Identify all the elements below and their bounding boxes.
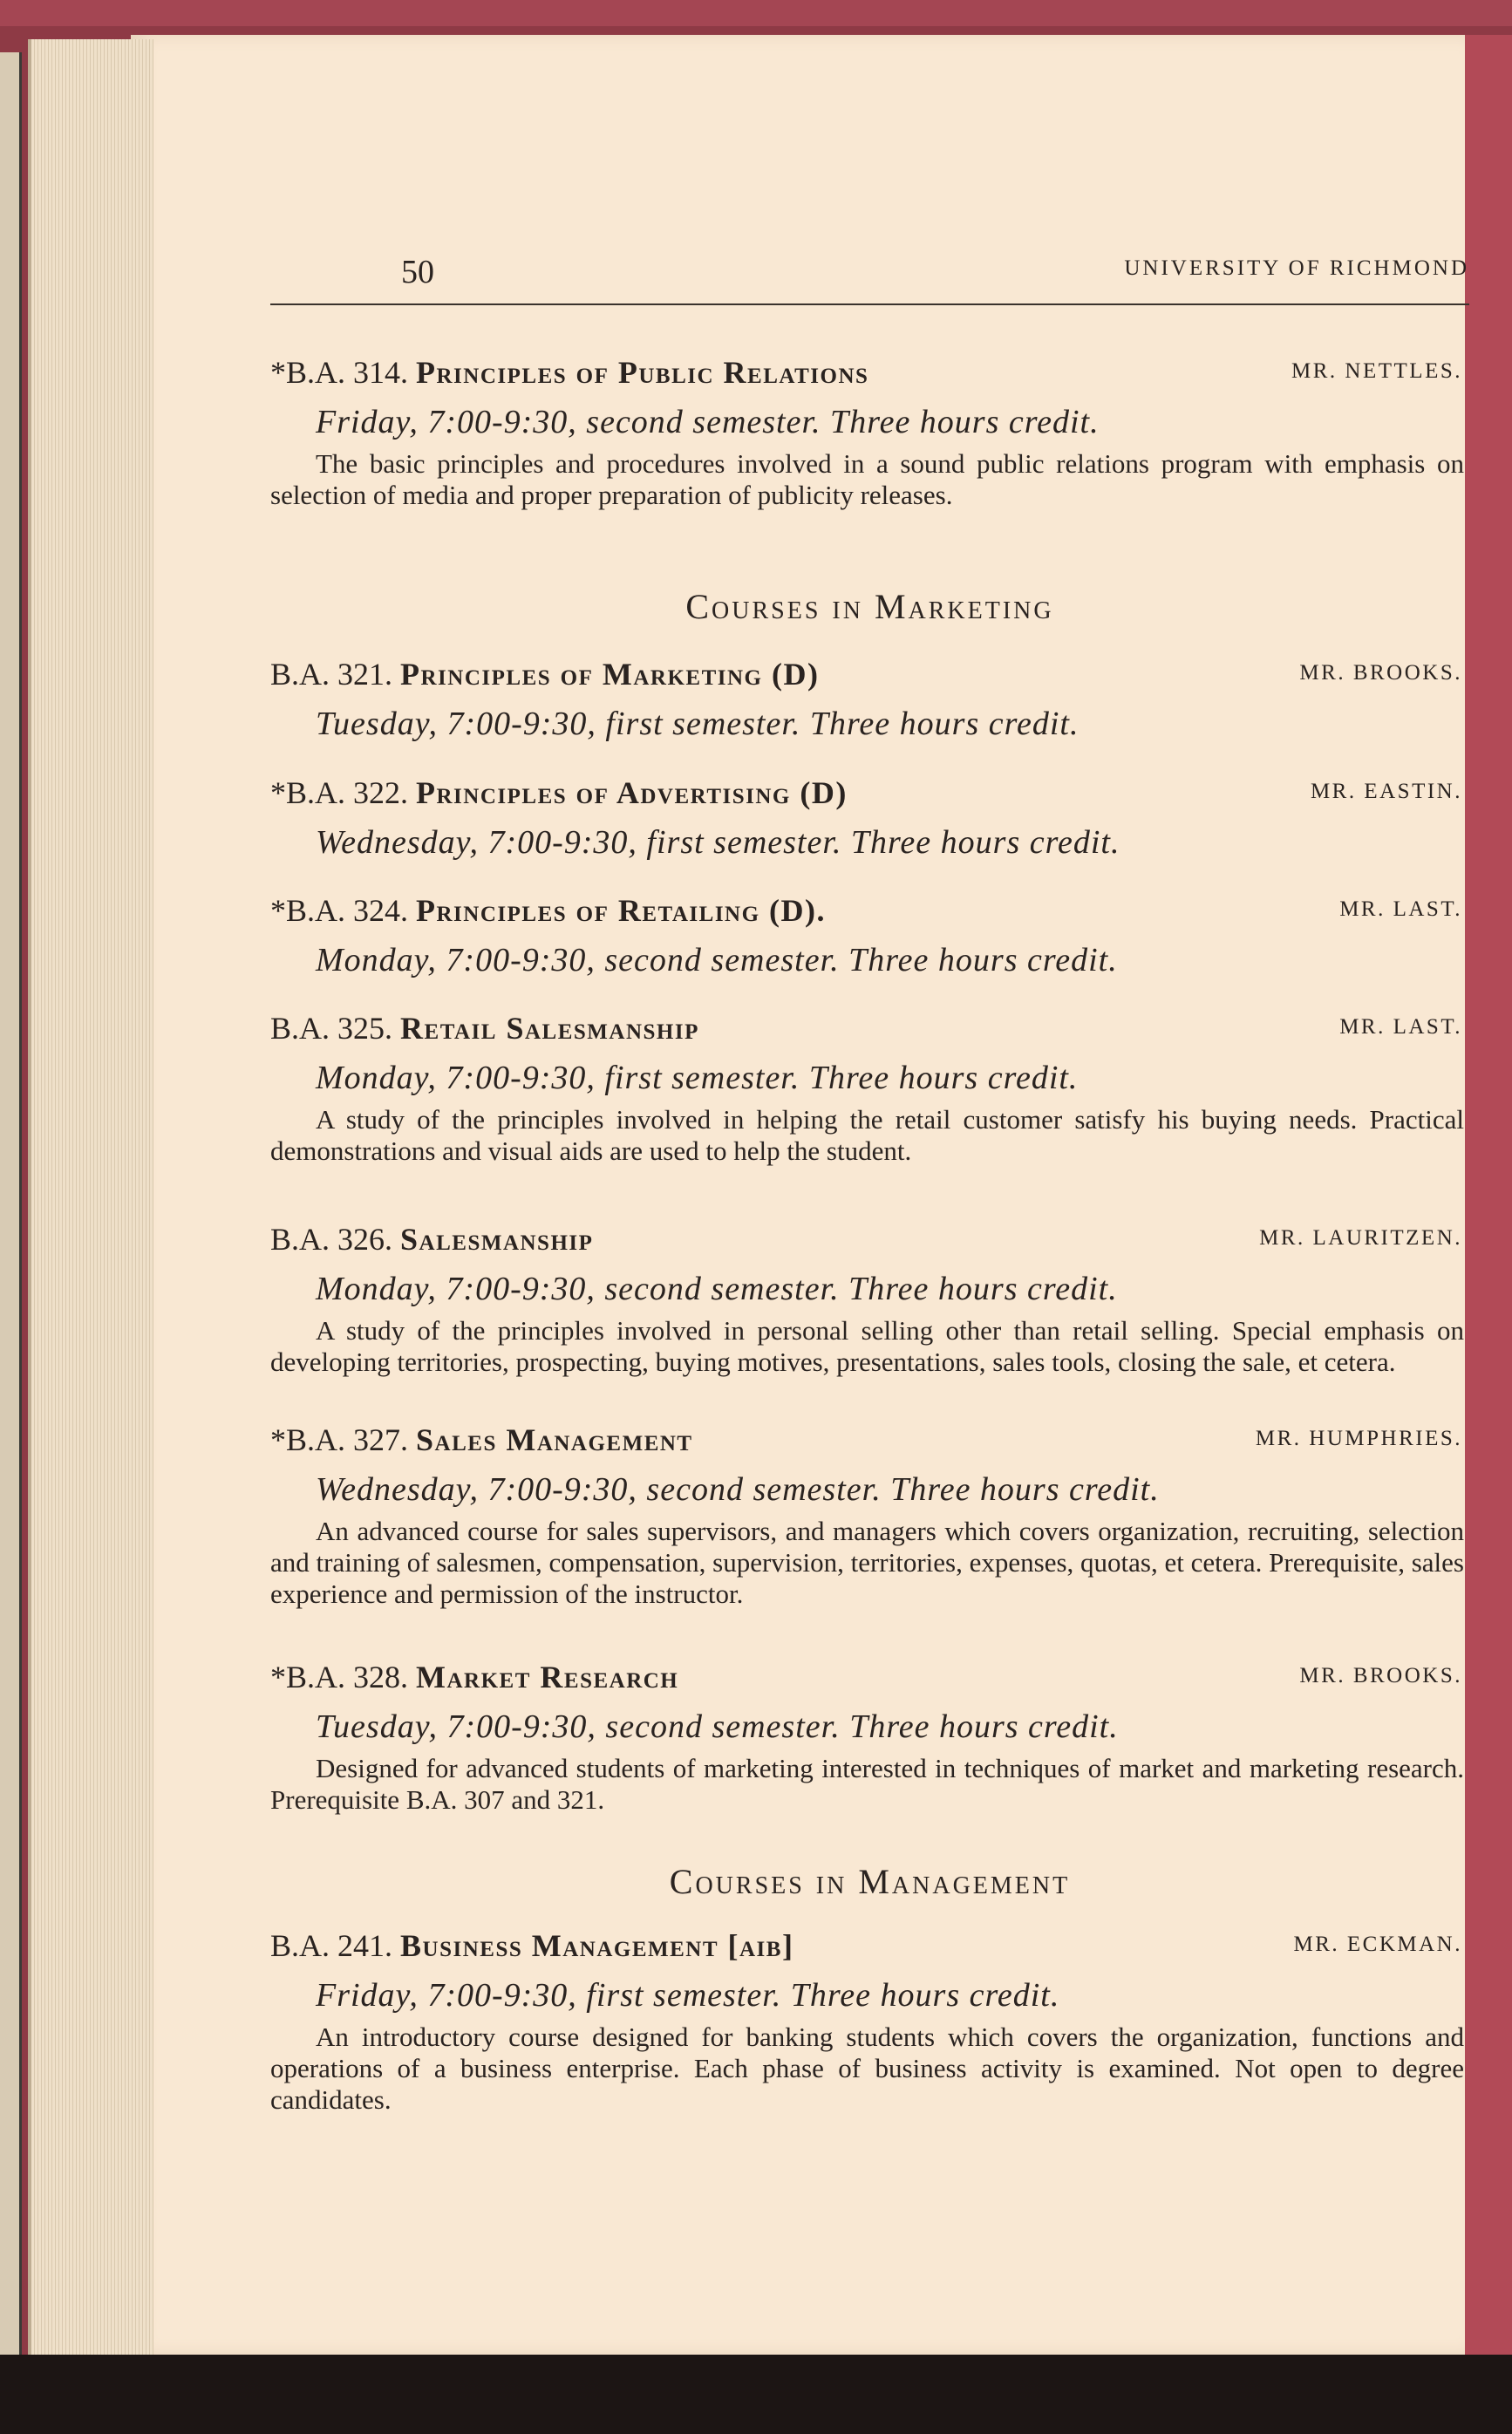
course-instructor: MR. ECKMAN. — [1293, 1933, 1462, 1956]
course-entry — [270, 1927, 1469, 2116]
course-schedule: Friday, 7:00-9:30, first semester. Three hours credit. — [316, 1977, 1060, 2014]
course-schedule: Wednesday, 7:00-9:30, second semester. Three hours credit. — [316, 1471, 1160, 1508]
course-number: B.A. 321. — [270, 657, 393, 692]
course-schedule: Monday, 7:00-9:30, second semester. Three hours credit. — [316, 942, 1118, 978]
course-instructor: MR. EASTIN. — [1310, 780, 1462, 803]
course-schedule: Tuesday, 7:00-9:30, first semester. Three hours credit. — [316, 706, 1080, 742]
course-title-line — [270, 892, 1469, 932]
course-title: Market Research — [416, 1660, 679, 1694]
course-entry — [270, 656, 1469, 743]
page-number: 50 — [401, 254, 434, 290]
course-number: *B.A. 327. — [270, 1422, 409, 1457]
course-entry — [270, 1422, 1469, 1610]
course-entry — [270, 1659, 1469, 1816]
course-number: *B.A. 328. — [270, 1660, 409, 1694]
course-schedule: Friday, 7:00-9:30, second semester. Three hours credit. — [316, 404, 1100, 440]
course-schedule: Monday, 7:00-9:30, second semester. Three hours credit. — [316, 1271, 1118, 1307]
course-instructor: MR. BROOKS. — [1299, 661, 1462, 685]
course-title: Salesmanship — [400, 1222, 594, 1257]
course-title: Principles of Retailing (D). — [416, 893, 827, 928]
book-spine-edge — [0, 52, 22, 2390]
course-description: A study of the principles involved in helping the retail customer satisfy his buying needs. Practical demonstrations and visual aids are used to help the student. — [270, 1104, 1464, 1166]
course-title: Principles of Advertising (D) — [416, 775, 848, 810]
course-title: Principles of Marketing (D) — [400, 657, 820, 692]
course-instructor: MR. HUMPHRIES. — [1255, 1427, 1462, 1450]
course-title-line — [270, 1010, 1469, 1050]
course-number: *B.A. 324. — [270, 893, 409, 928]
course-title-line — [270, 1927, 1469, 1967]
section-heading-management: Courses in Management — [669, 1862, 1071, 1901]
course-number: *B.A. 314. — [270, 355, 409, 390]
course-title: Sales Management — [416, 1422, 693, 1457]
course-instructor: MR. LAURITZEN. — [1259, 1226, 1462, 1250]
course-title-line — [270, 354, 1469, 394]
page-stack-edges — [28, 39, 153, 2355]
course-description: A study of the principles involved in personal selling other than retail selling. Special emphasis on developing territories, prospecting, buying motives, presentations, sales tools, closing the sale, et cetera. — [270, 1315, 1464, 1377]
course-title-line — [270, 774, 1469, 815]
course-title-line — [270, 656, 1469, 696]
course-number: B.A. 241. — [270, 1928, 393, 1963]
course-entry — [270, 1010, 1469, 1167]
book-cover-top — [0, 0, 1512, 26]
course-schedule: Tuesday, 7:00-9:30, second semester. Three hours credit. — [316, 1708, 1119, 1745]
course-entry — [270, 774, 1469, 862]
course-title-line — [270, 1422, 1469, 1462]
course-instructor: MR. BROOKS. — [1299, 1664, 1462, 1687]
course-title-line — [270, 1221, 1469, 1261]
section-heading-marketing: Courses in Marketing — [685, 587, 1054, 626]
course-number: B.A. 325. — [270, 1011, 393, 1046]
course-instructor: MR. LAST. — [1339, 897, 1462, 921]
course-instructor: MR. LAST. — [1339, 1015, 1462, 1039]
book-cover-right — [1465, 35, 1512, 2355]
course-title: Principles of Public Relations — [416, 355, 869, 390]
background-bottom — [0, 2355, 1512, 2434]
course-description: An advanced course for sales supervisors, and managers which covers organization, recruiting, selection and training of salesmen, compensation, supervision, territories, expenses, quotas, et cetera. Prerequisite, sales experience and permission of the instructor. — [270, 1516, 1464, 1609]
course-description: Designed for advanced students of marketing interested in techniques of market and marketing research. Prerequisite B.A. 307 and 321. — [270, 1753, 1464, 1815]
course-schedule: Wednesday, 7:00-9:30, first semester. Three hours credit. — [316, 824, 1120, 861]
course-instructor: MR. NETTLES. — [1291, 359, 1462, 383]
running-title: UNIVERSITY OF RICHMOND — [1124, 256, 1469, 280]
course-entry — [270, 354, 1469, 511]
course-number: *B.A. 322. — [270, 775, 409, 810]
course-description: The basic principles and procedures involved in a sound public relations program with emphasis on selection of media and proper preparation of publicity releases. — [270, 448, 1464, 510]
course-title: Retail Salesmanship — [400, 1011, 699, 1046]
page-header — [270, 253, 1469, 305]
course-title-line — [270, 1659, 1469, 1699]
course-schedule: Monday, 7:00-9:30, first semester. Three hours credit. — [316, 1060, 1079, 1096]
course-entry — [270, 1221, 1469, 1378]
course-entry — [270, 892, 1469, 979]
course-description: An introductory course designed for banking students which covers the organization, functions and operations of a business enterprise. Each phase of business activity is examined. Not open to degree candidates. — [270, 2022, 1464, 2115]
course-number: B.A. 326. — [270, 1222, 393, 1257]
course-title: Business Management [aib] — [400, 1928, 794, 1963]
